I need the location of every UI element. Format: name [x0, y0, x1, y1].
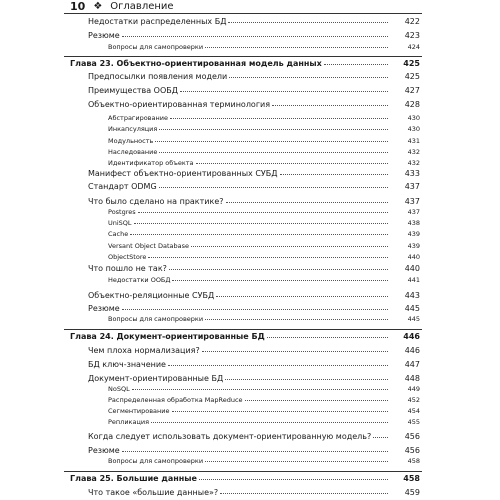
subsection-entry — [108, 219, 420, 227]
dot-leader — [199, 479, 388, 480]
section-entry — [88, 86, 420, 95]
dot-leader — [267, 337, 388, 338]
subsection-entry — [108, 407, 420, 415]
entry-page-number: 431 — [407, 137, 420, 145]
entry-title: Versant Object Database — [108, 242, 189, 250]
entry-title: Распределенная обработка MapReduce — [108, 396, 243, 404]
subsection-entry — [108, 242, 420, 250]
entry-page-number: 437 — [404, 182, 420, 191]
dot-leader — [196, 163, 388, 164]
section-entry — [88, 432, 420, 441]
dot-leader — [122, 309, 388, 310]
entry-page-number: 446 — [403, 332, 420, 341]
entry-page-number: 432 — [407, 148, 420, 156]
entry-page-number: 437 — [404, 197, 420, 206]
entry-page-number: 456 — [404, 432, 420, 441]
dot-leader — [169, 269, 388, 270]
subsection-entry — [108, 418, 420, 426]
section-entry — [88, 182, 420, 191]
section-entry — [88, 169, 420, 178]
header-title: Оглавление — [110, 0, 174, 12]
entry-title: Postgres — [108, 208, 136, 216]
entry-title: БД ключ-значение — [88, 360, 166, 369]
chapter-rule-top — [64, 56, 422, 57]
entry-page-number: 446 — [404, 346, 420, 355]
dot-leader — [151, 422, 388, 423]
entry-title: Глава 24. Документ-ориентированные БД — [70, 332, 265, 341]
entry-title: Недостатки ООБД — [108, 276, 171, 284]
section-entry — [88, 446, 420, 455]
entry-title: Что было сделано на практике? — [88, 197, 224, 206]
dot-leader — [226, 202, 389, 203]
dot-leader — [172, 280, 388, 281]
entry-title: Что такое «большие данные»? — [88, 488, 219, 497]
section-entry — [88, 360, 420, 369]
entry-page-number: 447 — [404, 360, 420, 369]
entry-title: Инкапсуляция — [108, 125, 158, 133]
subsection-entry — [108, 276, 420, 284]
dot-leader — [202, 351, 388, 352]
subsection-entry — [108, 385, 420, 393]
subsection-entry — [108, 208, 420, 216]
entry-page-number: 439 — [407, 242, 420, 250]
section-entry — [88, 100, 420, 109]
entry-page-number: 454 — [407, 407, 420, 415]
section-entry — [88, 264, 420, 273]
entry-page-number: 427 — [404, 86, 420, 95]
entry-page-number: 428 — [404, 100, 420, 109]
entry-title: Идентификатор объекта — [108, 159, 194, 167]
entry-title: Вопросы для самопроверки — [108, 43, 204, 51]
entry-title: Резюме — [88, 446, 120, 455]
dot-leader — [138, 212, 388, 213]
dot-leader — [225, 379, 388, 380]
dot-leader — [205, 319, 388, 320]
entry-page-number: 459 — [404, 488, 420, 497]
dot-leader — [272, 105, 388, 106]
entry-page-number: 452 — [407, 396, 420, 404]
dot-leader — [216, 296, 388, 297]
entry-page-number: 424 — [407, 43, 420, 51]
entry-page-number: 433 — [404, 169, 420, 178]
dot-leader — [134, 223, 388, 224]
subsection-entry — [108, 137, 420, 145]
subsection-entry — [108, 315, 420, 323]
entry-page-number: 423 — [404, 31, 420, 40]
section-entry — [88, 72, 420, 81]
entry-title: Репликация — [108, 418, 150, 426]
entry-title: Что пошло не так? — [88, 264, 167, 273]
entry-title: Документ-ориентированные БД — [88, 374, 224, 383]
entry-page-number: 425 — [403, 59, 420, 68]
entry-title: Вопросы для самопроверки — [108, 457, 204, 465]
entry-title: Когда следует использовать документ-ориентированную модель? — [88, 432, 372, 441]
entry-page-number: 458 — [407, 457, 420, 465]
dot-leader — [170, 118, 388, 119]
dot-leader — [280, 174, 388, 175]
entry-title: Cache — [108, 230, 129, 238]
chapter-entry — [70, 59, 420, 68]
entry-title: Сегментирование — [108, 407, 170, 415]
entry-page-number: 432 — [407, 159, 420, 167]
entry-title: Абстрагирование — [108, 114, 168, 122]
chapter-entry — [70, 332, 420, 341]
subsection-entry — [108, 159, 420, 167]
entry-title: Вопросы для самопроверки — [108, 315, 204, 323]
entry-page-number: 437 — [407, 208, 420, 216]
entry-page-number: 441 — [407, 276, 420, 284]
entry-title: Предпосылки появления модели — [88, 72, 228, 81]
entry-page-number: 443 — [404, 291, 420, 300]
dot-leader — [148, 257, 388, 258]
subsection-entry — [108, 230, 420, 238]
section-entry — [88, 304, 420, 313]
entry-title: Объектно-реляционные СУБД — [88, 291, 215, 300]
chapter-rule-top — [64, 471, 422, 472]
dot-leader — [245, 400, 388, 401]
entry-title: Резюме — [88, 304, 120, 313]
entry-page-number: 438 — [407, 219, 420, 227]
subsection-entry — [108, 457, 420, 465]
ornament-icon: ❖ — [93, 0, 103, 12]
section-entry — [88, 291, 420, 300]
dot-leader — [191, 246, 388, 247]
dot-leader — [220, 493, 388, 494]
section-entry — [88, 31, 420, 40]
entry-page-number: 439 — [407, 230, 420, 238]
entry-title: Недостатки распределенных БД — [88, 17, 227, 26]
entry-title: Объектно-ориентированная терминология — [88, 100, 271, 109]
subsection-entry — [108, 396, 420, 404]
dot-leader — [228, 22, 388, 23]
section-entry — [88, 197, 420, 206]
entry-title: Стандарт ODMG — [88, 182, 157, 191]
dot-leader — [324, 64, 388, 65]
entry-title: UniSQL — [108, 219, 132, 227]
dot-leader — [159, 129, 388, 130]
entry-page-number: 440 — [404, 264, 420, 273]
dot-leader — [205, 47, 388, 48]
page-number: 10 — [70, 0, 86, 13]
entry-title: Преимущества ООБД — [88, 86, 178, 95]
dot-leader — [159, 152, 388, 153]
dot-leader — [155, 141, 388, 142]
entry-title: Манифест объектно-ориентированных СУБД — [88, 169, 278, 178]
subsection-entry — [108, 253, 420, 261]
dot-leader — [229, 77, 388, 78]
subsection-entry — [108, 114, 420, 122]
dot-leader — [168, 365, 388, 366]
chapter-rule-top — [64, 329, 422, 330]
dot-leader — [373, 437, 388, 438]
dot-leader — [159, 187, 388, 188]
subsection-entry — [108, 43, 420, 51]
entry-page-number: 422 — [404, 17, 420, 26]
dot-leader — [130, 234, 388, 235]
entry-title: NoSQL — [108, 385, 130, 393]
entry-page-number: 440 — [407, 253, 420, 261]
entry-title: Модульность — [108, 137, 154, 145]
dot-leader — [172, 411, 388, 412]
entry-page-number: 430 — [407, 114, 420, 122]
entry-page-number: 449 — [407, 385, 420, 393]
dot-leader — [205, 461, 388, 462]
entry-page-number: 455 — [407, 418, 420, 426]
entry-title: ObjectStore — [108, 253, 147, 261]
entry-title: Глава 23. Объектно-ориентированная модель данных — [70, 59, 322, 68]
entry-page-number: 456 — [404, 446, 420, 455]
entry-page-number: 448 — [404, 374, 420, 383]
dot-leader — [122, 451, 388, 452]
subsection-entry — [108, 148, 420, 156]
entry-page-number: 458 — [403, 474, 420, 483]
dot-leader — [180, 91, 388, 92]
entry-title: Резюме — [88, 31, 120, 40]
entry-title: Чем плоха нормализация? — [88, 346, 200, 355]
entry-page-number: 430 — [407, 125, 420, 133]
section-entry — [88, 488, 420, 497]
section-entry — [88, 17, 420, 26]
entry-page-number: 445 — [407, 315, 420, 323]
section-entry — [88, 346, 420, 355]
section-entry — [88, 374, 420, 383]
entry-page-number: 445 — [404, 304, 420, 313]
chapter-entry — [70, 474, 420, 483]
entry-page-number: 425 — [404, 72, 420, 81]
entry-title: Глава 25. Большие данные — [70, 474, 197, 483]
dot-leader — [122, 36, 388, 37]
subsection-entry — [108, 125, 420, 133]
dot-leader — [132, 389, 388, 390]
entry-title: Наследование — [108, 148, 158, 156]
